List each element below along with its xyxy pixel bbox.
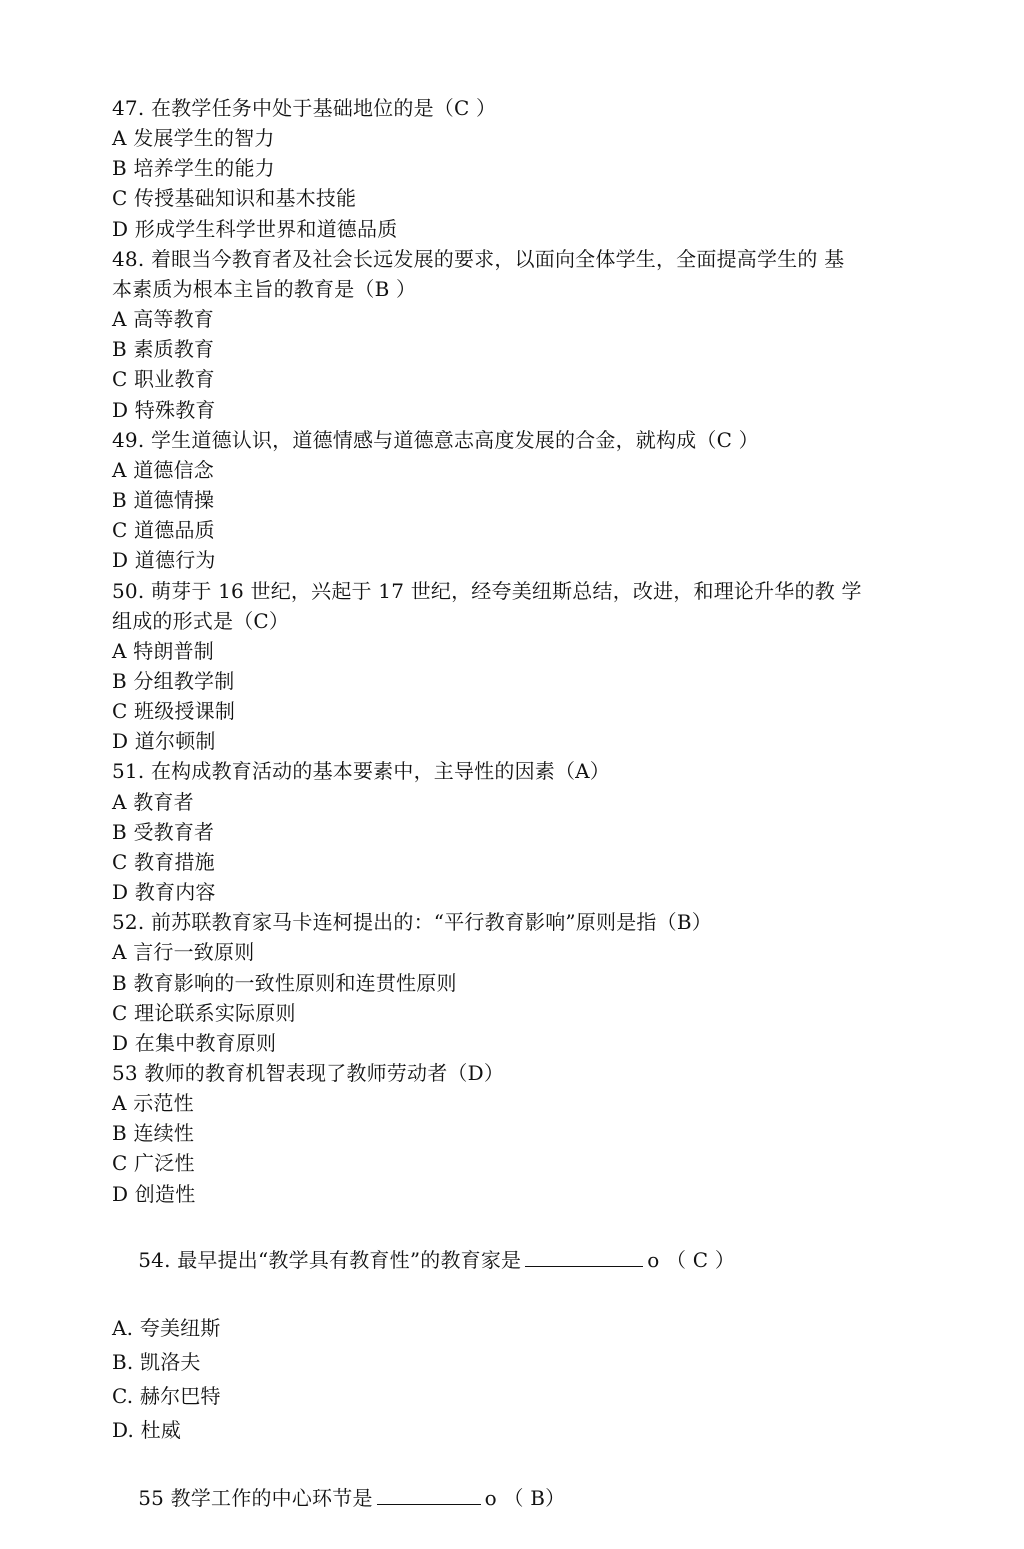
- option-b: B. 凯洛夫: [112, 1349, 201, 1374]
- option-a: A 特朗普制: [112, 638, 215, 663]
- option-c: C 职业教育: [112, 367, 215, 392]
- option-b: B 分组教学制: [112, 668, 235, 693]
- option-a: A 道德信念: [112, 457, 215, 482]
- answer-blank: [377, 1484, 481, 1505]
- option-d: D. 杜威: [112, 1417, 182, 1442]
- option-c: C. 赫尔巴特: [112, 1383, 221, 1408]
- question-stem: 49. 学生道德认识，道德情感与道德意志高度发展的合金，就构成（C ）: [112, 427, 759, 452]
- option-a: A 高等教育: [112, 307, 215, 332]
- question-stem: 53 教师的教育机智表现了教师劳动者（D）: [112, 1061, 505, 1085]
- option-c: C 广泛性: [112, 1151, 195, 1176]
- option-b: B 道德情操: [112, 488, 215, 513]
- question-stem-answer: o （ C ）: [647, 1247, 736, 1272]
- question-stem-text: 55 教学工作的中心环节是: [138, 1485, 373, 1510]
- question-stem-line2: 本素质为根本主旨的教育是（B ）: [112, 276, 417, 301]
- question-stem: [112, 1447, 932, 1549]
- option-d: D 道尔顿制: [112, 729, 216, 754]
- option-a: A 发展学生的智力: [112, 126, 275, 151]
- question-stem: [112, 1209, 932, 1311]
- option-d: D 道德行为: [112, 548, 216, 573]
- option-a: A 教育者: [112, 789, 194, 814]
- question-stem: 47. 在教学任务中处于基础地位的是（C ）: [112, 96, 497, 120]
- question-stem-line1: 48. 着眼当今教育者及社会长远发展的要求，以面向全体学生，全面提高学生的 基: [112, 246, 845, 271]
- option-b: B 素质教育: [112, 337, 215, 362]
- answer-blank: [525, 1246, 643, 1267]
- option-c: C 理论联系实际原则: [112, 1000, 296, 1025]
- question-stem: 52. 前苏联教育家马卡连柯提出的：“平行教育影响”原则是指（B）: [112, 910, 712, 935]
- option-a: A 示范性: [112, 1091, 194, 1116]
- option-b: B 受教育者: [112, 819, 215, 844]
- option-d: D 教育内容: [112, 880, 216, 905]
- option-d: D 在集中教育原则: [112, 1030, 277, 1055]
- option-c: C 道德品质: [112, 518, 215, 543]
- option-b: B 教育影响的一致性原则和连贯性原则: [112, 970, 457, 995]
- question-stem: 51. 在构成教育活动的基本要素中，主导性的因素（A）: [112, 759, 611, 784]
- question-stem-line2: 组成的形式是（C）: [112, 608, 290, 633]
- question-stem-text: 54. 最早提出“教学具有教育性”的教育家是: [138, 1247, 522, 1272]
- option-d: D 创造性: [112, 1181, 196, 1206]
- question-stem-answer: o （ B）: [484, 1485, 566, 1510]
- option-b: B 连续性: [112, 1121, 195, 1146]
- question-stem-line1: 50. 萌芽于 16 世纪，兴起于 17 世纪，经夸美纽斯总结，改进，和理论升华的教 学: [112, 578, 862, 603]
- option-b: B 培养学生的能力: [112, 156, 275, 181]
- option-d: D 特殊教育: [112, 397, 216, 422]
- option-d: D 形成学生科学世界和道德品质: [112, 216, 398, 241]
- option-c: C 班级授课制: [112, 699, 236, 724]
- option-a: A. 夸美纽斯: [112, 1315, 221, 1340]
- option-c: C 教育措施: [112, 849, 215, 874]
- option-c: C 传授基础知识和基木技能: [112, 186, 357, 211]
- option-a: A 言行一致原则: [112, 940, 255, 965]
- document-page: [112, 93, 932, 1549]
